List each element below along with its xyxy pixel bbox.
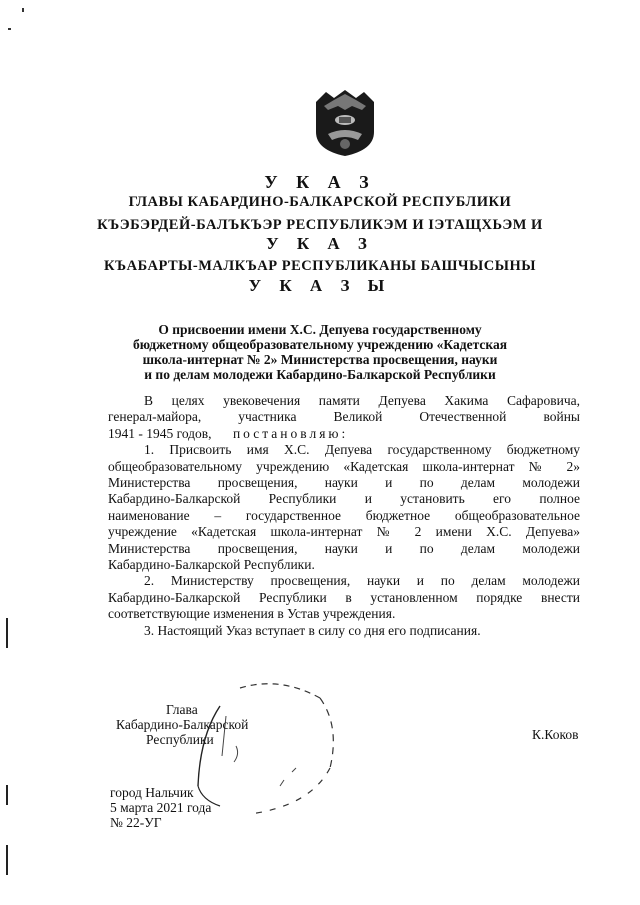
- scan-speck: [22, 8, 24, 12]
- item-1-line: наименование – государственное бюджетное общеобразовательное: [108, 507, 580, 523]
- heading-ukazy-balkar: У К А З Ы: [248, 276, 392, 295]
- signatory-name: К.Коков: [532, 727, 579, 742]
- item-1: [108, 442, 580, 573]
- preamble-years: 1941 - 1945 годов,: [108, 425, 212, 441]
- item-1-line: Министерства просвещения, науки и по делам молодежи: [108, 475, 580, 491]
- decree-body: [108, 393, 580, 639]
- subject-line: школа-интернат № 2» Министерства просвещения, науки: [142, 352, 498, 367]
- decree-word: постановляю:: [232, 425, 349, 441]
- item-1-line: общеобразовательному учреждению «Кадетская школа-интернат № 2»: [108, 458, 580, 474]
- item-1-last-line: Кабардино-Балкарской Республики.: [108, 557, 315, 573]
- preamble-line: В целях увековечения памяти Депуева Хакима Сафаровича,: [144, 393, 580, 408]
- item-1-line: Кабардино-Балкарской Республики и установить его полное: [108, 491, 580, 507]
- coat-of-arms-emblem: [312, 88, 378, 158]
- signatory-title: [116, 702, 296, 747]
- item-2-last-line: соответствующие изменения в Устав учреждения.: [108, 606, 396, 622]
- item-2-line: Кабардино-Балкарской Республики в установленном порядке внести: [108, 589, 580, 605]
- item-2-line: 2. Министерству просвещения, науки и по делам молодежи: [144, 573, 580, 589]
- subject-line: бюджетному общеобразовательному учреждению «Кадетская: [132, 337, 508, 352]
- signatory-title-line: Глава: [166, 702, 198, 717]
- signatory-title-line: Кабардино-Балкарской: [116, 717, 249, 732]
- subject-line: О присвоении имени Х.С. Депуева государственному: [158, 322, 482, 337]
- heading-ukaz: У К А З: [264, 172, 376, 192]
- issue-number: № 22-УГ: [110, 815, 162, 830]
- preamble-last-line: [108, 426, 580, 442]
- issue-city: город Нальчик: [110, 785, 194, 800]
- scan-margin-mark: [6, 845, 8, 875]
- scan-speck: [8, 28, 11, 30]
- item-1-line: 1. Присвоить имя Х.С. Депуева государственному бюджетному: [144, 442, 580, 458]
- item-1-line: Министерства просвещения, науки и по делам молодежи: [108, 540, 580, 556]
- heading-kabardian: КЪЭБЭРДЕЙ-БАЛЪКЪЭР РЕСПУБЛИКЭМ И ІЭТАЩХЬЭМ И: [97, 217, 543, 233]
- preamble: [108, 393, 580, 442]
- heading-ukaz-kabardian: У К А З: [266, 234, 374, 253]
- item-3: 3. Настоящий Указ вступает в силу со дня его подписания.: [144, 622, 481, 638]
- item-2: [108, 573, 580, 622]
- heading-balkar: КЪАБАРТЫ-МАЛКЪАР РЕСПУБЛИКАНЫ БАШЧЫСЫНЫ: [104, 258, 536, 274]
- subject-line: и по делам молодежи Кабардино-Балкарской Республики: [144, 367, 496, 382]
- issue-date: 5 марта 2021 года: [110, 800, 212, 815]
- scan-margin-mark: [6, 785, 8, 805]
- item-1-line: учреждение «Кадетская школа-интернат № 2 имени Х.С. Депуева»: [108, 524, 580, 540]
- preamble-line: генерал-майора, участника Великой Отечественной войны: [108, 409, 580, 425]
- issue-details: [110, 785, 211, 830]
- signatory-title-line: Республики: [146, 732, 214, 747]
- decree-subject: [120, 322, 520, 382]
- heading-head-of-republic: ГЛАВЫ КАБАРДИНО-БАЛКАРСКОЙ РЕСПУБЛИКИ: [128, 194, 512, 210]
- scan-margin-mark: [6, 618, 8, 648]
